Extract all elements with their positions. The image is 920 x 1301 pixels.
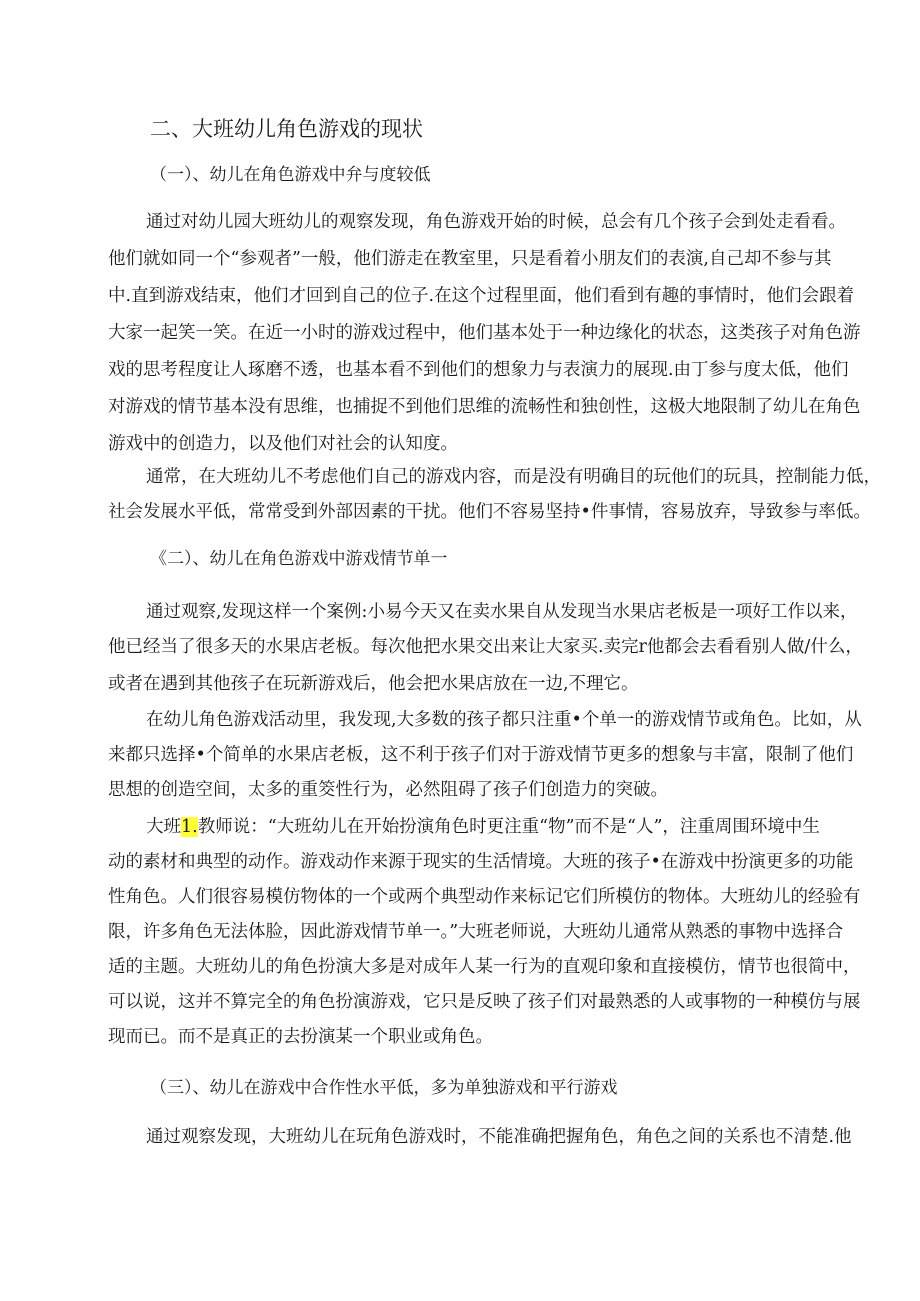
paragraph-3-line-2: 他已经当了很多天的水果店老板。每次他把水果交出来让大家买.卖完r他都会去看看别人做/什么， [108,637,863,657]
paragraph-1-line-1: 通过对幼儿园大班幼儿的观察发现，角色游戏开始的时候，总会有几个孩子会到处走看看。 [146,212,846,232]
paragraph-5-line-5: 适的主题。大班幼儿的角色扮演大多是对成年人某一行为的直观印象和直接模仿，情节也很简中， [108,957,861,977]
paragraph-4-line-2: 来都只选择•个简单的水果店老板，这不利于孩子们对于游戏情节更多的想象与丰富，限制了他们 [108,745,854,765]
paragraph-2-line-2: 社会发展水平低，常常受到外部因素的干扰。他们不容易坚持•件事情，容易放弃，导致参与率低。 [108,502,871,522]
paragraph-5-line-6: 可以说，这并不算完全的角色扮演游戏，它只是反映了孩子们对最熟悉的人或事物的一种模仿与展 [108,992,861,1012]
paragraph-1-line-3: 中.直到游戏结束，他们才回到自己的位子.在这个过程里面，他们看到有趣的事情时，他们会跟着 [108,286,855,306]
paragraph-5-line-3: 性角色。人们很容易模仿物体的一个或两个典型动作来标记它们所模仿的物体。大班幼儿的经验有 [108,887,861,907]
paragraph-3-line-3: 或者在遇到其他孩子在玩新游戏后，他会把水果店放在一边,不理它。 [108,674,639,694]
paragraph-5-line-4: 限，许多角色无法体脸，因此游戏情节单一。”大班老师说，大班幼儿通常从熟悉的事物中选择合 [108,922,844,942]
paragraph-5-line-7: 现而已。而不是真正的去扮演某一个职业或角色。 [108,1027,493,1047]
paragraph-5-prefix: 大班 [146,817,181,837]
paragraph-3-line-1: 通过观察,发现这样一个案例:小易今天又在卖水果自从发现当水果店老板是一项好工作以来， [146,602,858,622]
subsection-2-heading: 《二）、幼儿在角色游戏中游戏情节单一 [150,549,448,569]
paragraph-6-line-1: 通过观察发现，大班幼儿在玩角色游戏时，不能准确把握角色，角色之间的关系也不清楚.他 [146,1127,852,1147]
paragraph-5-line-1-rest: 教师说：“大班幼儿在开始扮演角色时更注重“物”而不是“人”，注重周围环境中生 [197,817,820,837]
paragraph-1-line-5: 戏的思考程度让人琢磨不透，也基本看不到他们的想象力与表演力的展现.由丁参与度太低，他们 [108,360,849,380]
paragraph-5-line-2: 动的素材和典型的动作。游戏动作来源于现实的生活情境。大班的孩子•在游戏中扮演更多的功能 [108,852,854,872]
paragraph-1-line-6: 对游戏的情节基本没有思维，也捕捉不到他们思维的流畅性和独创性，这极大地限制了幼儿在角色 [108,397,861,417]
subsection-3-heading: （三）、幼儿在游戏中合作性水平低，多为单独游戏和平行游戏 [150,1078,618,1098]
paragraph-1-line-4: 大家一起笑一笑。在近一小时的游戏过程中，他们基本处于一种边缘化的状态，这类孩子对角色游 [108,323,861,343]
subsection-1-heading: （一）、幼儿在角色游戏中弁与度较低 [150,165,431,185]
paragraph-1-line-2: 他们就如同一个“参观者”一般，他们游走在教室里，只是看着小朋友们的表演,自己却不参与其 [108,249,832,269]
paragraph-2-line-1: 通常，在大班幼儿不考虑他们自己的游戏内容，而是没有明确目的玩他们的玩具，控制能力低， [146,467,881,487]
section-title: 二、大班幼儿角色游戏的现状 [150,117,423,141]
paragraph-4-line-1: 在幼儿角色游戏活动里，我发现,大多数的孩子都只注重•个单一的游戏情节或角色。比如，从 [146,710,862,730]
paragraph-5-line-1 [146,815,838,839]
highlighted-numbering: 1. [181,817,198,837]
paragraph-1-line-7: 游戏中的创造力，以及他们对社会的认知度。 [108,434,458,454]
paragraph-4-line-3: 思想的创造空间，太多的重筊性行为，必然阻碍了孩子们创造力的突破。 [108,780,668,800]
